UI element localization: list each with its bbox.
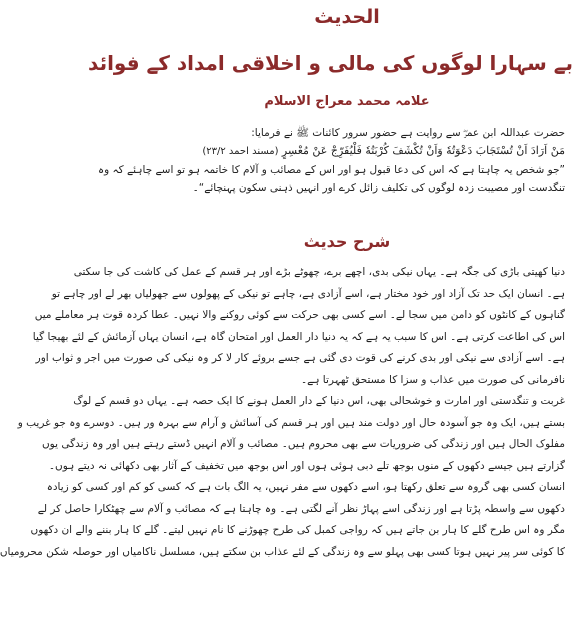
body-line: انسان کسی بھی گروہ سے تعلق رکھتا ہو، اسے دکھوں سے مفر نہیں، یہ الگ بات ہے کہ کسی کو کم اور کسی کو زیادہ bbox=[46, 481, 565, 493]
body-line: غربت و تنگدستی اور امارت و خوشحالی بھی، اس دنیا کے دار العمل ہونے کا ایک حصہ ہے۔ یہاں دو قسم کے لوگ bbox=[73, 395, 565, 407]
hadith-intro: حضرت عبداللہ ابن عمرؓ سے روایت ہے حضور سرور کائنات ﷺ نے فرمایا: bbox=[251, 127, 565, 139]
body-line: بستے ہیں، ایک وہ جو آسودہ حال اور دولت مند ہیں اور ہر قسم کی آسائش و آرام سے بہرہ ور ہیں۔ دوسرے وہ جو غریب و bbox=[17, 416, 565, 429]
article-title: بے سہارا لوگوں کی مالی و اخلاقی امداد کے فوائد bbox=[88, 51, 573, 75]
body-line: ہے۔ انسان ایک حد تک آزاد اور خود مختار ہے، اسے آزادی ہے، چاہے تو نیکی کے پھولوں سے جھولیاں بھر لے اور چاہے تو bbox=[51, 287, 565, 300]
hadith-arabic-text: مَنْ اَرَادَ اَنْ تُسْتَجَابَ دَعْوَتُهٗ وَاَنْ تُكْشَفَ كُرْبَتُهٗ فَلْيُفَرِّجْ عَنْ مُعْسِرٍ bbox=[281, 144, 565, 157]
body-line: کا کوئی سر پیر نہیں ہوتا کسی بھی پہلو سے وہ زندگی کے لئے عذاب بن سکتے ہیں، مسلسل ناکامیاں اور حوصلہ شکن محرومیاں bbox=[0, 545, 565, 558]
hadith-reference: (مسند احمد ۲۳/۲) bbox=[202, 146, 279, 157]
body-line: اس کی اطاعت کرتی ہے۔ اس کا سبب یہ ہے کہ یہ دنیا دار العمل اور امتحان گاہ ہے، انسان یہاں آزمائش کے لئے بھیجا گیا bbox=[32, 330, 565, 343]
hadith-block bbox=[97, 124, 565, 197]
hadith-translation-line: تنگدست اور مصیبت زدہ لوگوں کی تکلیف زائل کرے اور انہیں ذہنی سکون پہنچائے“۔ bbox=[192, 182, 565, 194]
hadith-arabic-line bbox=[129, 142, 565, 161]
section-heading: شرح حدیث bbox=[303, 232, 391, 251]
commentary-body bbox=[0, 262, 565, 563]
author-name: علامہ محمد معراج الاسلام bbox=[264, 94, 430, 109]
body-line: دنیا کھیتی باڑی کی جگہ ہے۔ یہاں نیکی بدی، اچھے برے، چھوٹے بڑے اور ہر قسم کے عمل کی کاشت کی جا سکتی bbox=[73, 266, 565, 278]
body-line: دکھوں سے واسطہ پڑتا ہے اور زندگی اسے پہاڑ نظر آنے لگتی ہے۔ وہ چاہتا ہے کہ مصائب و آلام سے چھٹکارا حاصل کر لے bbox=[37, 502, 565, 515]
body-line: نافرمانی کی صورت میں عذاب و سزا کا مستحق ٹھہرتا ہے۔ bbox=[301, 373, 565, 386]
hadith-translation-line: ”جو شخص یہ چاہتا ہے کہ اس کی دعا قبول ہو اور اس کے مصائب و آلام کا خاتمہ ہو تو اسے چاہئے کہ وہ bbox=[97, 164, 565, 176]
page-title: الحدیث bbox=[314, 6, 380, 28]
body-line: گزارتے ہیں جیسے دکھوں کے منوں بوجھ تلے دبی ہوئی ہوں اور اس بوجھ میں تخفیف کے آثار بھی دکھائی نہ دیتے ہوں۔ bbox=[48, 459, 565, 472]
body-line: ہے۔ اسے آزادی سے نیکی اور بدی کرنے کی قوت دی گئی ہے جسے بروئے کار لا کر وہ نیکی کی صورت میں اجر و ثواب اور bbox=[35, 352, 565, 364]
body-line: مفلوک الحال ہیں اور زندگی کی ضروریات سے بھی محروم ہیں۔ مصائب و آلام انہیں ڈستے رہتے ہیں اور وہ زندگی یوں bbox=[41, 438, 565, 450]
body-line: مگر وہ اس طرح گلے کا ہار بن جاتے ہیں کہ رواجی کمبل کی طرح چھوڑنے کا نام نہیں لیتے۔ گلے کا ہار بننے والے ان دکھوں bbox=[30, 524, 565, 536]
body-line: گناہوں کے کانٹوں کو دامن میں سجا لے۔ اسے کسی بھی حرکت سے کوئی روکنے والا نہیں۔ عطا کردہ قوت ہر معاملے میں bbox=[34, 309, 565, 321]
